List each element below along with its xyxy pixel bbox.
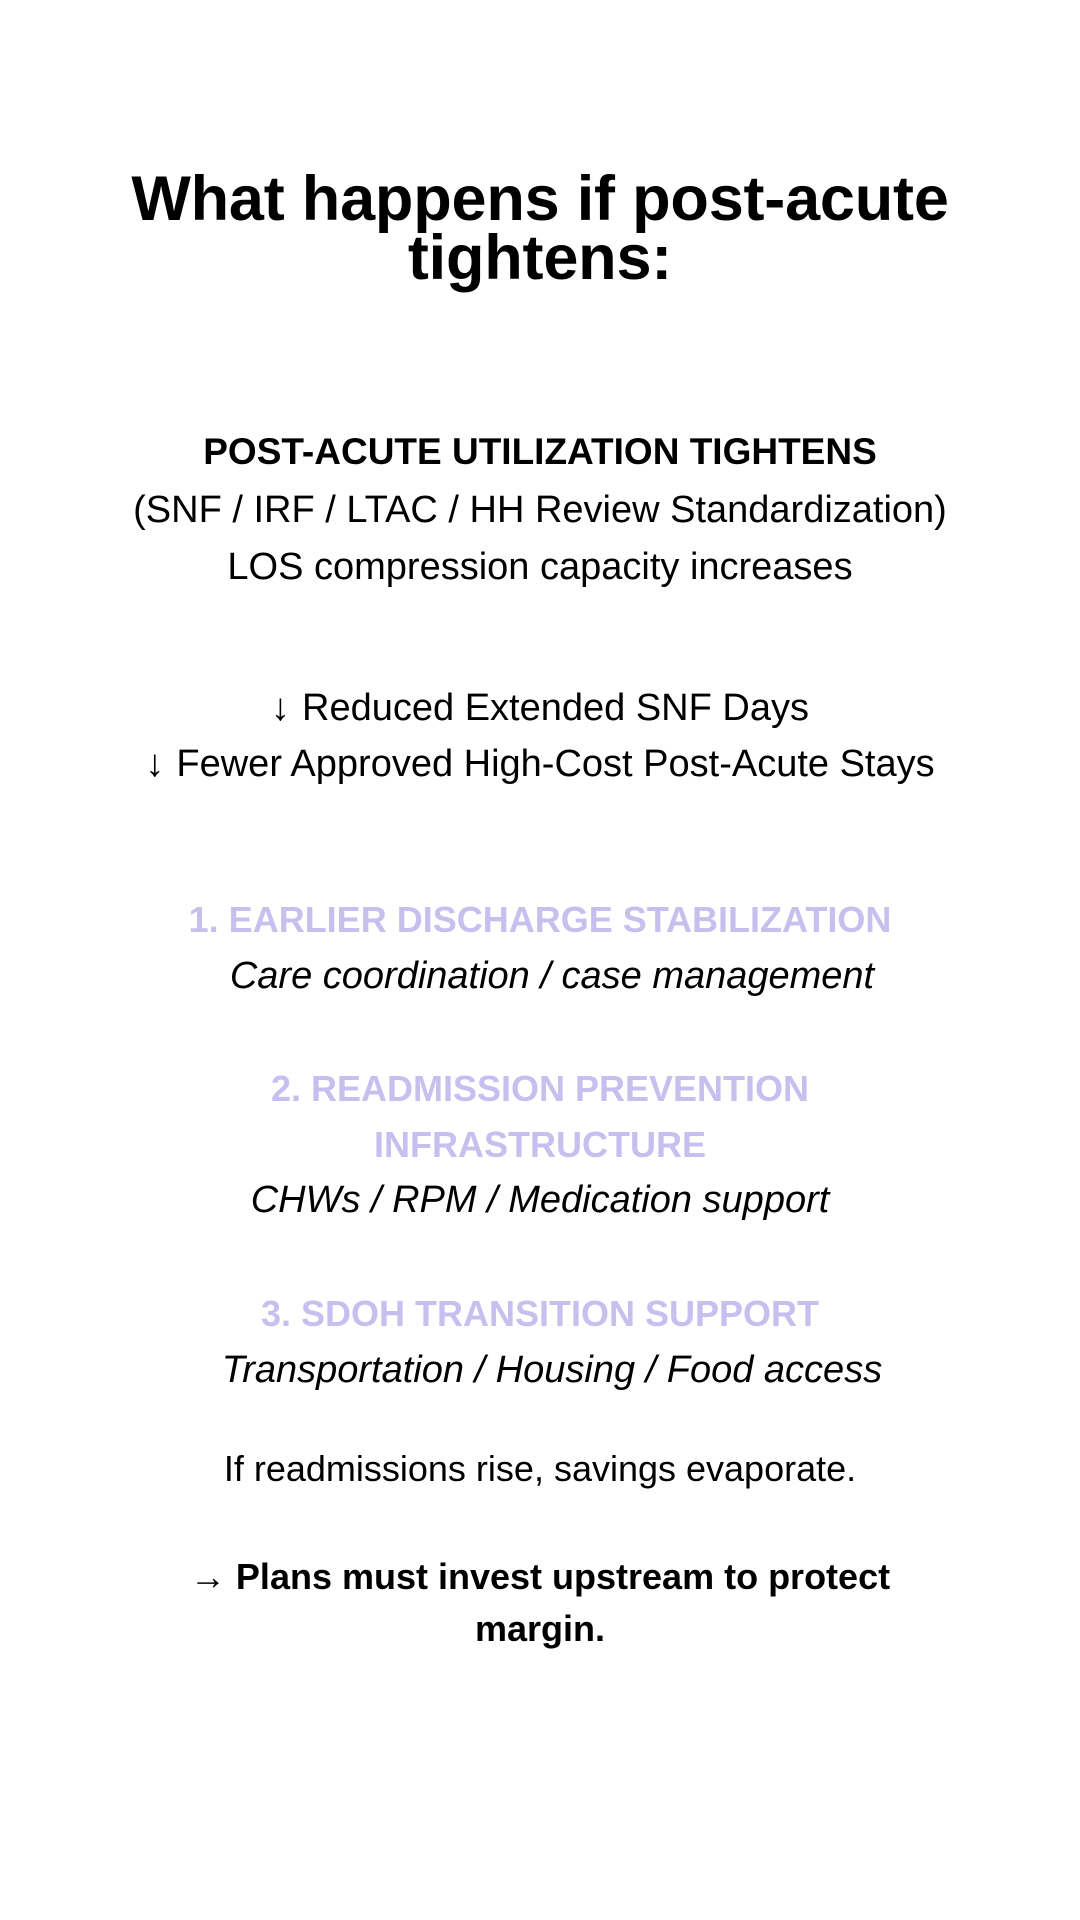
risk-note: If readmissions rise, savings evaporate. xyxy=(223,1448,857,1489)
conclusion xyxy=(0,1551,1080,1655)
effect-text: Reduced Extended SNF Days xyxy=(302,687,809,729)
step-3-detail: Transportation / Housing / Food access xyxy=(221,1349,883,1391)
page-title-line-1: What happens if post-acute xyxy=(131,164,949,234)
conclusion-line-1: → Plans must invest upstream to protect xyxy=(189,1556,891,1597)
down-arrow-icon: ↓ xyxy=(145,743,165,785)
effect-item xyxy=(0,742,1080,786)
page-title-line-2: tightens: xyxy=(407,223,673,293)
step-2-detail: CHWs / RPM / Medication support xyxy=(250,1179,830,1221)
summary-heading: POST-ACUTE UTILIZATION TIGHTENS xyxy=(203,431,877,472)
step-2-heading-line: INFRASTRUCTURE xyxy=(374,1124,706,1165)
summary-line-2: LOS compression capacity increases xyxy=(227,546,853,588)
down-arrow-icon: ↓ xyxy=(271,687,291,729)
step-1-heading-line: 1. EARLIER DISCHARGE STABILIZATION xyxy=(188,899,892,940)
effect-item xyxy=(0,686,1080,730)
step-1-heading xyxy=(0,892,1080,948)
step-2-heading xyxy=(0,1061,1080,1173)
page-title xyxy=(0,164,1080,293)
step-2-heading-line: 2. READMISSION PREVENTION xyxy=(270,1068,810,1109)
effect-text: Fewer Approved High-Cost Post-Acute Stays xyxy=(176,743,935,785)
step-3-heading-line: 3. SDOH TRANSITION SUPPORT xyxy=(260,1293,820,1334)
step-1-detail: Care coordination / case management xyxy=(229,955,875,997)
step-3-heading xyxy=(0,1286,1080,1342)
summary-line-1: (SNF / IRF / LTAC / HH Review Standardization) xyxy=(133,489,947,531)
conclusion-line-2: margin. xyxy=(474,1608,606,1649)
